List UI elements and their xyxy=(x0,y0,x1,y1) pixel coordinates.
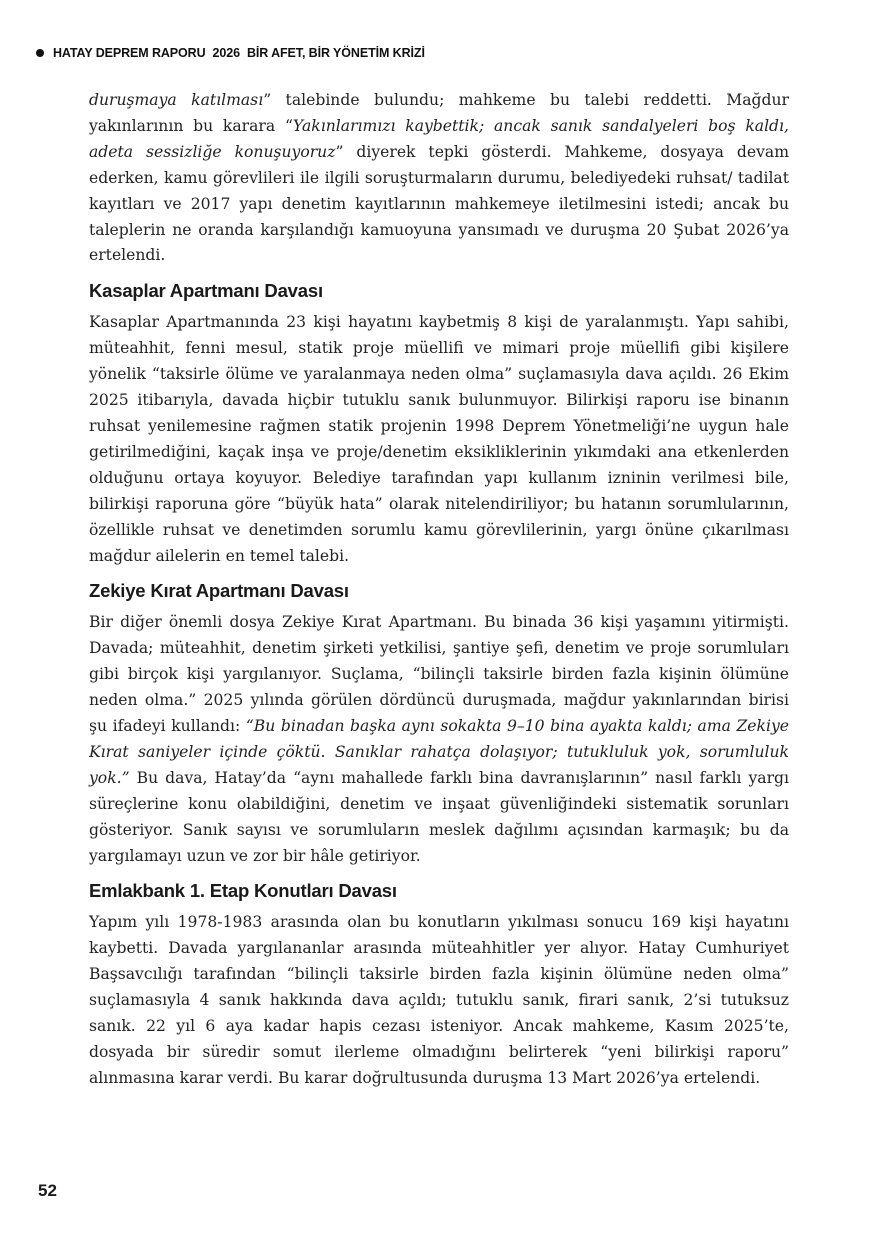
intro-text-2: ” diyerek tepki gösterdi. Mahkeme, dosyaya devam ederken, kamu görevlileri ile ilgili soruşturmaların durumu, belediyedeki ruhsat/ tadilat kayıtları ve 2017 yapı denetim kayıtlarının mahkemeye iletilmesini istedi; ancak bu taleplerin ne oranda karşılandığı kamuoyuna yansımadı ve duruşma 20 Şubat 2026’ya ertelendi. xyxy=(89,142,789,265)
emlakbank-heading: Emlakbank 1. Etap Konutları Davası xyxy=(89,880,397,902)
report-title: HATAY DEPREM RAPORU xyxy=(53,46,206,60)
zekiye-paragraph xyxy=(89,610,789,869)
page-number: 52 xyxy=(38,1181,57,1200)
intro-text-1: ” talebinde bulundu; mahkeme bu talebi reddetti. Mağdur yakınlarının bu karara “ xyxy=(89,91,790,135)
zekiye-text-1: Bir diğer önemli dosya Zekiye Kırat Apartmanı. Bu binada 36 kişi yaşamını yitirmişti. Davada; müteahhit, denetim şirketi yetkilisi, şantiye şefi, denetim ve proje sorumluları gibi birçok kişi yargılanıyor. Suçlama, “bilinçli taksirle birden fazla kişinin ölümüne neden olma.” 2025 yılında görülen dördüncü duruşmada, mağdur yakınlarından birisi şu ifadeyi kullandı: xyxy=(89,613,789,736)
report-year: 2026 xyxy=(212,46,240,60)
kasaplar-paragraph: Kasaplar Apartmanında 23 kişi hayatını kaybetmiş 8 kişi de yaralanmıştı. Yapı sahibi, müteahhit, fenni mesul, statik proje müellifi ve mimari proje müellifi gibi kişilere yönelik “taksirle ölüme ve yaralanmaya neden olma” suçlamasıyla dava açıldı. 26 Ekim 2025 itibarıyla, davada hiçbir tutuklu sanık bulunmuyor. Bilirkişi raporu ise binanın ruhsat yenilemesine rağmen statik projenin 1998 Deprem Yönetmeliği’ne uygun hale getirilmediğini, kaçak inşa ve proje/denetim eksikliklerinin yıkımdaki ana etkenlerden olduğunu ortaya koyuyor. Belediye tarafından yapı kullanım izninin verilmesi bile, bilirkişi raporuna göre “büyük hata” olarak nitelendiriliyor; bu hatanın sorumlularının, özellikle ruhsat ve denetimden sorumlu kamu görevlilerinin, yargı önüne çıkarılması mağdur ailelerin en temel talebi. xyxy=(89,313,789,565)
report-subtitle: BİR AFET, BİR YÖNETİM KRİZİ xyxy=(246,46,425,60)
bullet-icon xyxy=(36,49,44,57)
intro-paragraph xyxy=(89,88,789,269)
zekiye-heading: Zekiye Kırat Apartmanı Davası xyxy=(89,580,349,602)
zekiye-quote: “Bu binadan başka aynı sokakta 9–10 bina ayakta kaldı; ama Zekiye Kırat saniyeler içinde çöktü. Sanıklar rahatça dolaşıyor; tutukluluk yok, sorumluluk yok.” xyxy=(89,717,789,787)
emlakbank-paragraph: Yapım yılı 1978-1983 arasında olan bu konutların yıkılması sonucu 169 kişi hayatını kaybetti. Davada yargılananlar arasında müteahhitler yer alıyor. Hatay Cumhuriyet Başsavcılığı tarafından “bilinçli taksirle birden fazla kişinin ölümüne neden olma” suçlamasıyla 4 sanık hakkında dava açıldı; tutuklu sanık, firari sanık, 2’si tutuksuz sanık. 22 yıl 6 aya kadar hapis cezası isteniyor. Ancak mahkeme, Kasım 2025’te, dosyada bir süredir somut ilerleme olmadığını belirterek “yeni bilirkişi raporu” alınmasına karar verdi. Bu karar doğrultusunda duruşma 13 Mart 2026’ya ertelendi. xyxy=(89,913,789,1087)
kasaplar-heading: Kasaplar Apartmanı Davası xyxy=(89,280,323,302)
zekiye-text-2: Bu dava, Hatay’da “aynı mahallede farklı bina davranışlarının” nasıl farklı yargı süreçlerine konu olabildiğini, denetim ve inşaat güvenliğindeki sistematik sorunları gösteriyor. Sanık sayısı ve sorumluların meslek dağılımı açısından karmaşık; bu da yargılamayı uzun ve zor bir hâle getiriyor. xyxy=(89,768,789,865)
intro-quote: Yakınlarımızı kaybettik; ancak sanık sandalyeleri boş kaldı, adeta sessizliğe konuşuyoruz xyxy=(89,116,789,161)
running-header xyxy=(36,42,425,64)
page-content xyxy=(89,88,789,1092)
intro-italic: duruşmaya katılması xyxy=(89,91,264,109)
